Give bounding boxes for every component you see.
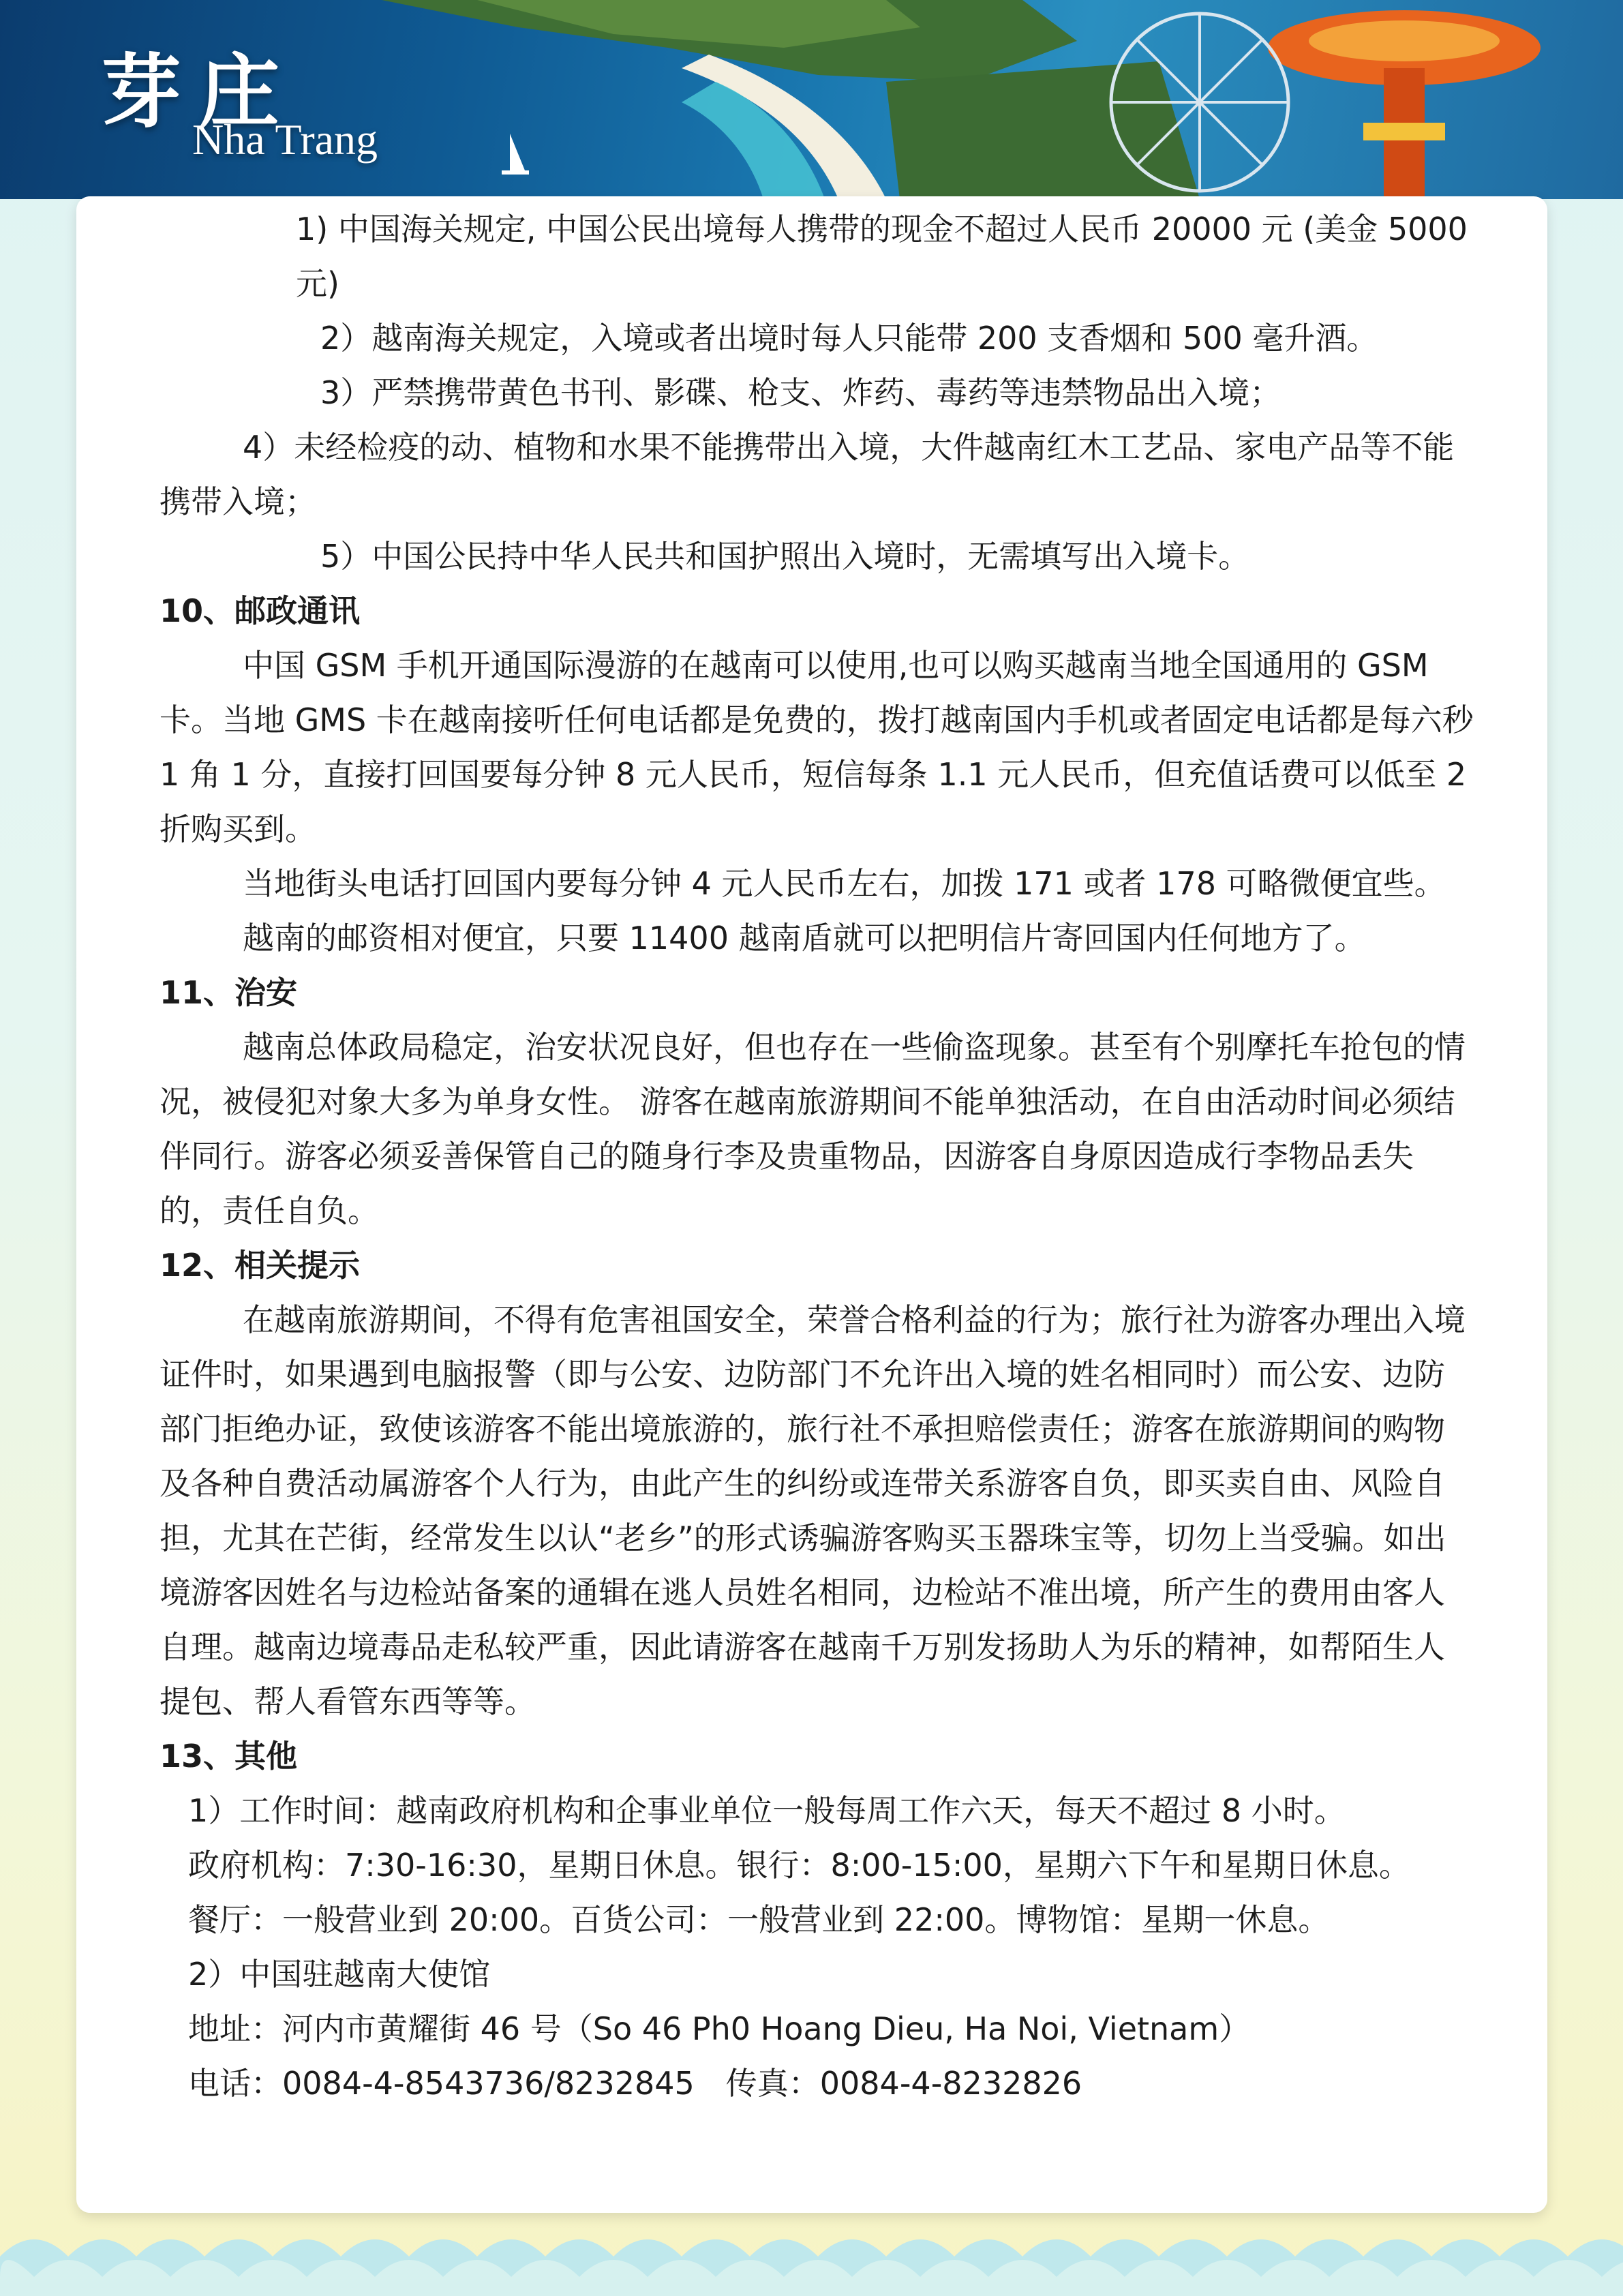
ride-canopy-top — [1309, 20, 1500, 61]
customs-item-4: 4）未经检疫的动、植物和水果不能携带出入境，大件越南红木工艺品、家电产品等不能携带入境； — [160, 429, 1455, 520]
banner-title-cn: 芽庄 — [101, 44, 298, 139]
other-line-5: 地址：河内市黄耀街 46 号（So 46 Ph0 Hoang Dieu, Ha Noi, Vietnam） — [188, 2010, 1251, 2047]
customs-item-2: 2）越南海关规定，入境或者出境时每人只能带 200 支香烟和 500 毫升酒。 — [320, 320, 1378, 357]
content-card — [76, 196, 1547, 2213]
sailboat-hull — [502, 170, 529, 175]
section-heading-security: 11、治安 — [160, 974, 298, 1011]
customs-item-5: 5）中国公民持中华人民共和国护照出入境时，无需填写出入境卡。 — [320, 538, 1250, 575]
other-line-2: 政府机构：7:30-16:30，星期日休息。银行：8:00-15:00，星期六下午和星期日休息。 — [188, 1847, 1410, 1884]
security-paragraph: 越南总体政局稳定，治安状况良好，但也存在一些偷盗现象。甚至有个别摩托车抢包的情况，被侵犯对象大多为单身女性。 游客在越南旅游期间不能单独活动，在自由活动时间必须结伴同行。游客必须妥善保管自己的随身行李及贵重物品，因游客自身原因造成行李物品丢失的，责任自负。 — [160, 1029, 1466, 1229]
bottom-wave-decoration — [0, 2229, 1623, 2296]
ride-band — [1363, 123, 1445, 140]
sailboat-icon — [510, 134, 525, 170]
content-body — [160, 202, 1475, 2111]
other-line-4: 2）中国驻越南大使馆 — [188, 1956, 491, 1993]
other-line-1: 1）工作时间：越南政府机构和企事业单位一般每周工作六天，每天不超过 8 小时。 — [188, 1792, 1346, 1829]
banner-title-en: Nha Trang — [192, 115, 378, 164]
postal-paragraph-3: 越南的邮资相对便宜，只要 11400 越南盾就可以把明信片寄回国内任何地方了。 — [243, 920, 1366, 956]
header-banner — [0, 0, 1623, 199]
postal-paragraph-2: 当地街头电话打回国内要每分钟 4 元人民币左右，加拨 171 或者 178 可略微便宜些。 — [243, 865, 1446, 902]
section-heading-other: 13、其他 — [160, 1738, 298, 1774]
section-heading-tips: 12、相关提示 — [160, 1247, 361, 1284]
other-line-6: 电话：0084-4-8543736/8232845 传真：0084-4-8232826 — [188, 2065, 1082, 2102]
other-line-3: 餐厅：一般营业到 20:00。百货公司：一般营业到 22:00。博物馆：星期一休息。 — [188, 1901, 1330, 1938]
tips-paragraph: 在越南旅游期间，不得有危害祖国安全，荣誉合格利益的行为；旅行社为游客办理出入境证件时，如果遇到电脑报警（即与公安、边防部门不允许出入境的姓名相同时）而公安、边防部门拒绝办证，致使该游客不能出境旅游的，旅行社不承担赔偿责任；游客在旅游期间的购物及各种自费活动属游客个人行为，由此产生的纠纷或连带关系游客自负，即买卖自由、风险自担，尤其在芒街，经常发生以认“老乡”的形式诱骗游客购买玉器珠宝等，切勿上当受骗。如出境游客因姓名与边检站备案的通辑在逃人员姓名相同，边检站不准出境，所产生的费用由客人自理。越南边境毒品走私较严重，因此请游客在越南千万别发扬助人为乐的精神，如帮陌生人提包、帮人看管东西等等。 — [160, 1301, 1466, 1720]
customs-item-1: 1) 中国海关规定, 中国公民出境每人携带的现金不超过人民币 20000 元 (美金 5000 元) — [296, 211, 1468, 302]
postal-paragraph-1: 中国 GSM 手机开通国际漫游的在越南可以使用,也可以购买越南当地全国通用的 GSM 卡。当地 GMS 卡在越南接听任何电话都是免费的，拨打越南国内手机或者固定电话都是每六秒 1 角 1 分，直接打回国要每分钟 8 元人民币，短信每条 1.1 元人民币，但充值话费可以低至 2 折购买到。 — [160, 647, 1474, 847]
section-heading-postal: 10、邮政通讯 — [160, 592, 361, 629]
customs-item-3: 3）严禁携带黄色书刊、影碟、枪支、炸药、毒药等违禁物品出入境； — [320, 374, 1281, 411]
